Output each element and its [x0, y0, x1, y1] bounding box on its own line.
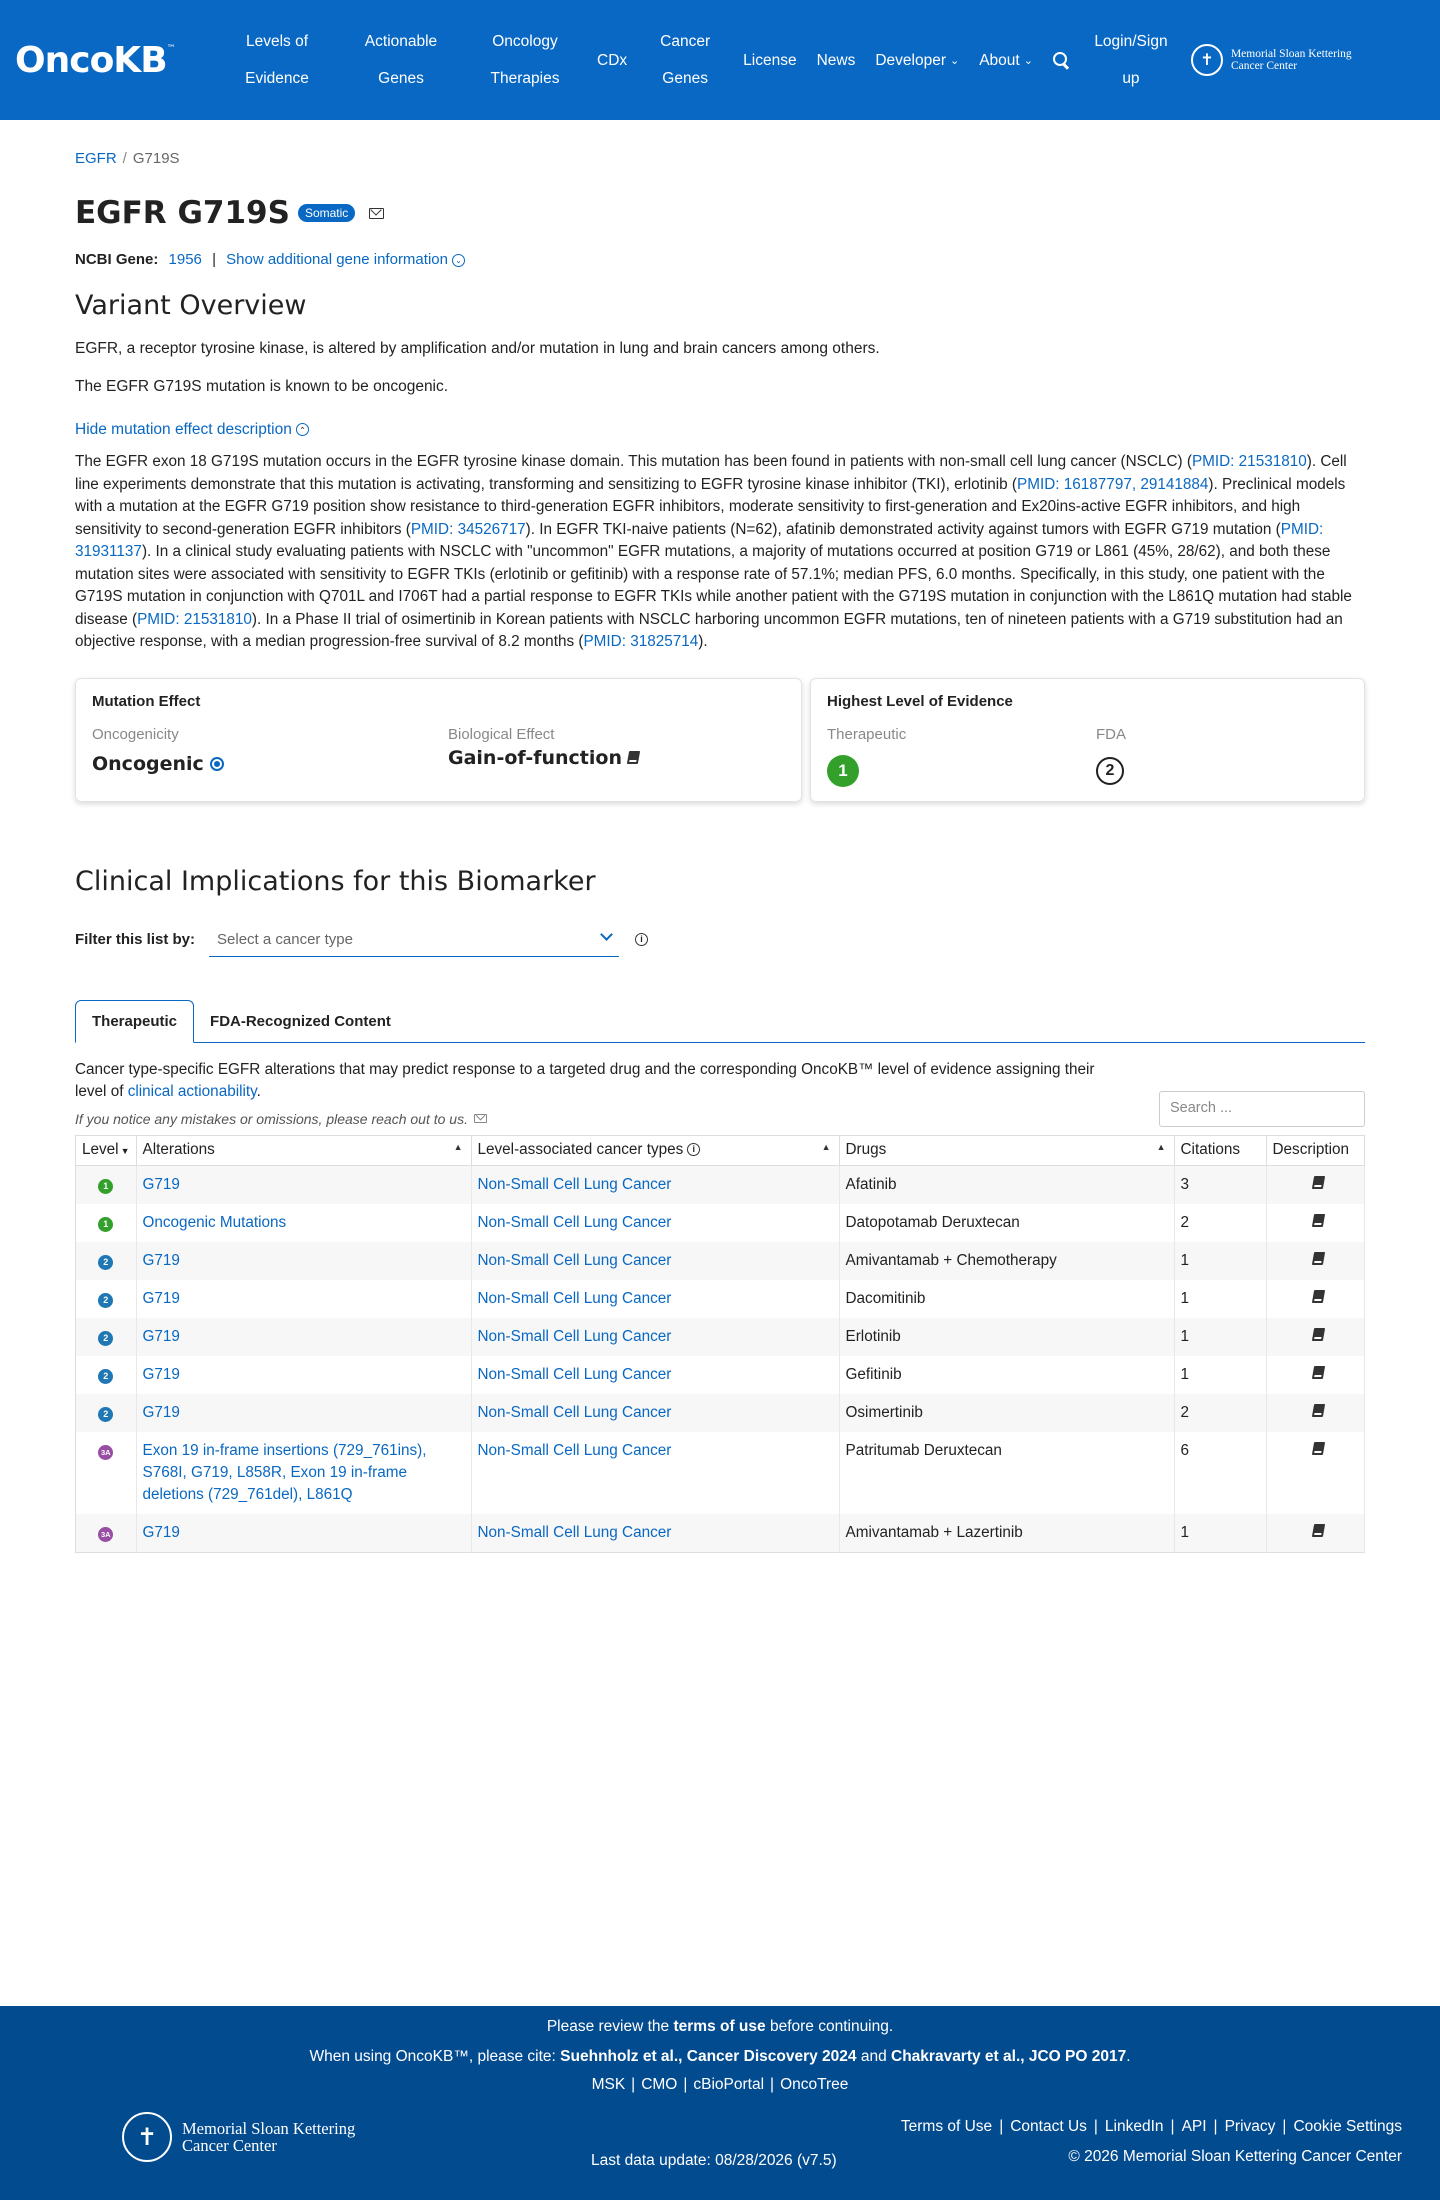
- level-badge-icon[interactable]: 2: [98, 1407, 113, 1422]
- cancer-type-cell: [471, 1242, 839, 1280]
- cancer-type-cell: [471, 1394, 839, 1432]
- level-cell: [76, 1165, 137, 1204]
- sort-icon: ▲: [821, 1141, 831, 1152]
- citations-cell[interactable]: 1: [1174, 1242, 1266, 1280]
- show-gene-info-link[interactable]: [226, 251, 465, 268]
- gene-summary: EGFR, a receptor tyrosine kinase, is altered by amplification and/or mutation in lung and brain cancers among others.: [75, 340, 880, 357]
- footer-cite: [0, 2048, 1440, 2066]
- clinical-implications-heading: Clinical Implications for this Biomarker: [75, 865, 596, 897]
- chevron-down-circle-icon: ⌄: [452, 254, 465, 267]
- nav-label: Levels of: [245, 33, 309, 50]
- notice-text: If you notice any mistakes or omissions, please reach out to us.: [75, 1110, 468, 1127]
- mail-icon[interactable]: [474, 1114, 487, 1123]
- oncogenicity-value: [92, 753, 448, 775]
- show-gene-info-label: Show additional gene information: [226, 251, 448, 268]
- link-separator: |: [631, 2076, 636, 2093]
- chevron-down-icon: [600, 928, 613, 941]
- nav-label: Oncology: [492, 33, 558, 50]
- level-badge-icon[interactable]: 3A: [98, 1445, 113, 1460]
- description-cell: [1266, 1165, 1365, 1204]
- alteration-cell: [136, 1432, 471, 1514]
- gene-info-row: [75, 251, 1365, 268]
- description-cell: [1266, 1514, 1365, 1553]
- filter-label: Filter this list by:: [75, 931, 196, 948]
- col-cancer-types[interactable]: [471, 1135, 839, 1165]
- drug-cell: Gefitinib: [839, 1356, 1174, 1394]
- description-cell: [1266, 1242, 1365, 1280]
- nav-news[interactable]: News: [816, 51, 856, 69]
- table-row: [76, 1432, 1365, 1514]
- cancer-type-cell: [471, 1432, 839, 1514]
- alteration-link[interactable]: Exon 19 in-frame insertions (729_761ins), S768I, G719, L858R, Exon 19 in-frame deletions (729_761del), L861Q: [142, 1441, 427, 1503]
- search-icon[interactable]: [1053, 52, 1069, 68]
- somatic-badge: Somatic: [298, 204, 355, 222]
- link-separator: |: [770, 2076, 775, 2093]
- tab-therapeutic[interactable]: Therapeutic: [75, 1000, 194, 1043]
- cancer-type-link[interactable]: Non-Small Cell Lung Cancer: [477, 1523, 672, 1541]
- breadcrumb: [75, 150, 1365, 167]
- cancer-type-link[interactable]: Non-Small Cell Lung Cancer: [477, 1327, 672, 1345]
- alteration-link[interactable]: G719: [142, 1251, 180, 1269]
- chevron-down-icon: ⌄: [950, 54, 960, 67]
- cancer-type-link[interactable]: Non-Small Cell Lung Cancer: [477, 1365, 672, 1383]
- variant-overview-heading: Variant Overview: [75, 290, 307, 321]
- footer-terms-notice: [0, 2018, 1440, 2036]
- alteration-link[interactable]: G719: [142, 1289, 180, 1307]
- biological-effect-label: Biological Effect: [448, 725, 555, 743]
- footer-link[interactable]: Contact Us: [1010, 2118, 1087, 2135]
- description-cell: [1266, 1280, 1365, 1318]
- oncogenicity-column: [92, 726, 448, 775]
- citation-link[interactable]: Chakravarty et al., JCO PO 2017: [891, 2048, 1127, 2065]
- table-row: [76, 1242, 1365, 1280]
- drug-cell: Patritumab Deruxtecan: [839, 1432, 1174, 1514]
- tab-description: [75, 1059, 1105, 1103]
- col-label: Level: [82, 1141, 119, 1158]
- alteration-cell: [136, 1242, 471, 1280]
- alteration-cell: [136, 1280, 471, 1318]
- citations-cell[interactable]: 3: [1174, 1165, 1266, 1204]
- footer-links-top: [0, 2076, 1440, 2094]
- footer-link[interactable]: Terms of Use: [900, 2118, 993, 2135]
- drug-cell: Osimertinib: [839, 1394, 1174, 1432]
- nav-label: Therapies: [490, 70, 560, 87]
- table-row: [76, 1514, 1365, 1553]
- desc-text: ). In a clinical study evaluating patients with NSCLC with "uncommon" EGFR mutations, a majority of mutations occurred at position G719 or L861 (45%, 28/62), and both these mutation sites were associated with sensitivity to EGFR TKIs (erlotinib or gefitinib) with a response rate of 57.1%; median PFS, 6.0 months. Specifically, in this study, one patient with the G719S mutation in conjunction with Q701L and I706T had a partial response to EGFR TKIs while another patient with the G719S mutation in conjunction with the L861Q mutation had stable disease (: [75, 543, 1352, 628]
- copyright: © 2026 Memorial Sloan Kettering Cancer Center: [1068, 2148, 1402, 2165]
- alteration-cell: [136, 1165, 471, 1204]
- msk-emblem-icon: ✝: [122, 2112, 172, 2162]
- alteration-link[interactable]: G719: [142, 1523, 180, 1541]
- cancer-type-cell: [471, 1356, 839, 1394]
- desc-text: The EGFR exon 18 G719S mutation occurs in the EGFR tyrosine kinase domain. This mutation has been found in patients with non-small cell lung cancer (NSCLC) (: [75, 453, 1192, 470]
- nav-label: Developer: [875, 51, 946, 69]
- footer-link[interactable]: cBioPortal: [693, 2076, 765, 2093]
- biological-effect-column: [448, 726, 639, 775]
- link-separator: |: [999, 2118, 1004, 2135]
- col-citations[interactable]: Citations: [1174, 1135, 1266, 1165]
- book-icon[interactable]: [1312, 1328, 1325, 1341]
- msk-logo-line: Memorial Sloan Kettering: [182, 2119, 356, 2138]
- footer-text: .: [1126, 2048, 1131, 2065]
- tab-desc-text: Cancer type-specific EGFR alterations that may predict response to a targeted drug and the corresponding OncoKB™ level of evidence assigning their level of: [75, 1060, 1095, 1100]
- level-badge-icon[interactable]: 2: [98, 1369, 113, 1384]
- level-badge-icon[interactable]: 1: [98, 1179, 113, 1194]
- desc-text: ). In a Phase II trial of osimertinib in Korean patients with NSCLC harboring uncommon EGFR mutations, ten of nineteen patients with a G719 substitution had an objective response, with a median progression-free survival of 8.2 months (: [75, 610, 1343, 650]
- pmid-link[interactable]: PMID: 16187797, 29141884: [1017, 475, 1209, 493]
- alteration-link[interactable]: G719: [142, 1365, 180, 1383]
- book-icon[interactable]: [1312, 1524, 1325, 1537]
- cancer-type-link[interactable]: Non-Small Cell Lung Cancer: [477, 1441, 672, 1459]
- level-cell: [76, 1394, 137, 1432]
- biological-effect-value: [448, 747, 639, 769]
- alteration-cell: [136, 1356, 471, 1394]
- info-icon[interactable]: i: [687, 1143, 700, 1156]
- page-title-row: [75, 195, 1365, 231]
- hide-description-label: Hide mutation effect description: [75, 421, 292, 438]
- nav-license[interactable]: License: [743, 51, 797, 69]
- alteration-link[interactable]: G719: [142, 1327, 180, 1345]
- therapeutic-label: Therapeutic: [827, 725, 907, 743]
- cancer-type-link[interactable]: Non-Small Cell Lung Cancer: [477, 1403, 672, 1421]
- fda-label: FDA: [1096, 725, 1126, 743]
- separator: |: [212, 251, 216, 268]
- footer-links-row: [901, 2118, 1402, 2136]
- link-separator: |: [1213, 2118, 1218, 2135]
- level-cell: [76, 1242, 137, 1280]
- level-cell: [76, 1356, 137, 1394]
- main-content: [0, 150, 1440, 1553]
- therapeutic-table: [75, 1135, 1365, 1553]
- footer-text: and: [856, 2048, 892, 2065]
- desc-text: ). In EGFR TKI-naive patients (N=62), afatinib demonstrated activity against tumors with EGFR G719 mutation (: [525, 520, 1281, 538]
- table-body: [76, 1165, 1365, 1552]
- nav-oncology-therapies[interactable]: [463, 23, 587, 97]
- table-row: [76, 1394, 1365, 1432]
- col-description: Description: [1266, 1135, 1365, 1165]
- nav-about[interactable]: [969, 42, 1043, 79]
- msk-logo[interactable]: [1191, 44, 1352, 76]
- oncogenicity-label: Oncogenicity: [92, 725, 179, 743]
- msk-logo-line: Cancer Center: [182, 2136, 277, 2155]
- description-cell: [1266, 1356, 1365, 1394]
- sort-icon: ▲: [453, 1141, 463, 1152]
- col-label: Drugs: [845, 1141, 887, 1158]
- oncogenic-indicator-icon[interactable]: [210, 757, 224, 771]
- nav-label: Genes: [378, 70, 424, 87]
- drug-cell: Amivantamab + Chemotherapy: [839, 1242, 1174, 1280]
- footer-link[interactable]: MSK: [591, 2076, 626, 2093]
- level-badge-icon[interactable]: 2: [98, 1293, 113, 1308]
- level-badge-icon[interactable]: 2: [98, 1331, 113, 1346]
- alteration-link[interactable]: G719: [142, 1175, 180, 1193]
- pmid-link[interactable]: PMID: 31825714: [583, 633, 699, 650]
- cancer-type-link[interactable]: Non-Small Cell Lung Cancer: [477, 1175, 672, 1193]
- cancer-type-cell: [471, 1165, 839, 1204]
- table-row: [76, 1356, 1365, 1394]
- fda-column: [1096, 726, 1126, 787]
- alteration-cell: [136, 1204, 471, 1242]
- footer-link[interactable]: CMO: [641, 2076, 678, 2093]
- nav-cdx[interactable]: CDx: [597, 51, 628, 69]
- filter-row: [75, 923, 1365, 957]
- breadcrumb-gene-link[interactable]: EGFR: [75, 150, 117, 167]
- summary-cards: [75, 678, 1365, 802]
- col-drugs[interactable]: [839, 1135, 1174, 1165]
- nav-label: up: [1122, 70, 1140, 87]
- msk-footer-logo[interactable]: [122, 2112, 355, 2162]
- tab-desc-text: .: [256, 1082, 261, 1100]
- ncbi-gene-link[interactable]: 1956: [168, 251, 202, 268]
- link-separator: |: [1282, 2118, 1287, 2135]
- alteration-link[interactable]: G719: [142, 1403, 180, 1421]
- feedback-notice: [75, 1111, 487, 1127]
- fda-level-2-icon[interactable]: 2: [1096, 757, 1124, 785]
- level-cell: [76, 1280, 137, 1318]
- level-badge-icon[interactable]: 1: [98, 1217, 113, 1232]
- logo-text: OncoKB: [15, 39, 167, 81]
- desc-text: ).: [698, 633, 708, 650]
- level-cell: [76, 1318, 137, 1356]
- mutation-effect-description: [75, 451, 1365, 654]
- oncokb-logo[interactable]: [15, 40, 215, 81]
- footer-text: before continuing.: [765, 2018, 894, 2035]
- drug-cell: Datopotamab Deruxtecan: [839, 1204, 1174, 1242]
- citations-cell[interactable]: 2: [1174, 1204, 1266, 1242]
- table-row: [76, 1204, 1365, 1242]
- nav-label: Cancer: [660, 33, 711, 50]
- alteration-link[interactable]: Oncogenic Mutations: [142, 1213, 287, 1231]
- alteration-cell: [136, 1318, 471, 1356]
- main-nav: [215, 0, 1425, 120]
- citations-cell[interactable]: 2: [1174, 1394, 1266, 1432]
- nav-label: Login/Sign: [1094, 33, 1168, 50]
- cancer-type-cell: [471, 1514, 839, 1553]
- pmid-link[interactable]: PMID: 21531810: [1191, 453, 1307, 470]
- sort-icon: ▲: [1156, 1141, 1166, 1152]
- book-icon[interactable]: [1312, 1404, 1325, 1417]
- book-icon[interactable]: [1312, 1176, 1325, 1189]
- mail-icon[interactable]: [369, 208, 384, 219]
- level-1-icon[interactable]: 1: [827, 755, 859, 787]
- drug-cell: Afatinib: [839, 1165, 1174, 1204]
- link-separator: |: [1093, 2118, 1098, 2135]
- book-icon[interactable]: [1312, 1214, 1325, 1227]
- book-icon[interactable]: [1312, 1442, 1325, 1455]
- footer-link[interactable]: Privacy: [1224, 2118, 1276, 2135]
- level-cell: [76, 1432, 137, 1514]
- chevron-down-icon: ⌄: [1023, 54, 1033, 67]
- drug-cell: Erlotinib: [839, 1318, 1174, 1356]
- cancer-type-link[interactable]: Non-Small Cell Lung Cancer: [477, 1289, 672, 1307]
- cancer-type-link[interactable]: Non-Small Cell Lung Cancer: [477, 1213, 672, 1231]
- description-cell: [1266, 1204, 1365, 1242]
- card-heading: Highest Level of Evidence: [827, 692, 1013, 710]
- level-badge-icon[interactable]: 2: [98, 1255, 113, 1270]
- citations-cell[interactable]: 1: [1174, 1280, 1266, 1318]
- pmid-link[interactable]: PMID: 34526717: [410, 520, 526, 538]
- logo-tm: ™: [166, 43, 175, 54]
- alteration-cell: [136, 1394, 471, 1432]
- clinical-actionability-link[interactable]: clinical actionability: [127, 1082, 257, 1100]
- citations-cell[interactable]: 1: [1174, 1318, 1266, 1356]
- drug-cell: Dacomitinib: [839, 1280, 1174, 1318]
- last-data-update: Last data update: 08/28/2026 (v7.5): [591, 2152, 837, 2169]
- nav-label: Genes: [662, 70, 708, 87]
- card-columns: [827, 726, 1348, 787]
- book-icon[interactable]: [1312, 1366, 1325, 1379]
- nav-label: About: [979, 51, 1020, 69]
- top-navbar: [0, 0, 1440, 120]
- breadcrumb-separator: /: [122, 150, 127, 167]
- pmid-link[interactable]: PMID: 21531810: [137, 610, 252, 628]
- cancer-type-cell: [471, 1318, 839, 1356]
- footer-link[interactable]: API: [1181, 2118, 1207, 2135]
- footer-text: Please review the: [546, 2018, 674, 2035]
- footer: [0, 2006, 1440, 2200]
- desc-text: ). Preclinical models with a mutation at the EGFR G719 position show resistance to third-generation EGFR inhibitors, moderate sensitivity to first-generation and Ex20ins-active EGFR inhibitors, and high sensitivity to second-generation EGFR inhibitors (: [75, 475, 1346, 538]
- col-alterations[interactable]: [136, 1135, 471, 1165]
- alteration-cell: [136, 1514, 471, 1553]
- cancer-type-link[interactable]: Non-Small Cell Lung Cancer: [477, 1251, 672, 1269]
- citations-cell[interactable]: 1: [1174, 1514, 1266, 1553]
- hide-description-link[interactable]: [75, 421, 1365, 439]
- nav-label: Actionable: [364, 33, 438, 50]
- link-separator: |: [1170, 2118, 1175, 2135]
- table-row: [76, 1165, 1365, 1204]
- tab-fda-recognized[interactable]: FDA-Recognized Content: [210, 1012, 391, 1030]
- footer-links-right: [901, 2118, 1402, 2166]
- citation-link[interactable]: Suehnholz et al., Cancer Discovery 2024: [560, 2048, 857, 2065]
- col-label: Alterations: [142, 1141, 215, 1158]
- book-icon[interactable]: [1312, 1252, 1325, 1265]
- nav-developer[interactable]: [865, 42, 969, 79]
- table-row: [76, 1318, 1365, 1356]
- description-cell: [1266, 1432, 1365, 1514]
- card-heading: Mutation Effect: [92, 692, 201, 710]
- nav-cancer-genes[interactable]: [637, 23, 733, 97]
- drug-cell: Amivantamab + Lazertinib: [839, 1514, 1174, 1553]
- msk-emblem-icon: ✝: [1191, 44, 1223, 76]
- book-icon[interactable]: [627, 751, 640, 764]
- nav-levels-of-evidence[interactable]: [215, 23, 339, 97]
- col-label: Level-associated cancer types: [477, 1141, 684, 1158]
- footer-link[interactable]: OncoTree: [780, 2076, 849, 2093]
- footer-link[interactable]: LinkedIn: [1104, 2118, 1164, 2135]
- footer-link[interactable]: Cookie Settings: [1293, 2118, 1402, 2135]
- level-cell: [76, 1204, 137, 1242]
- col-level[interactable]: [76, 1135, 137, 1165]
- table-header-row: [76, 1135, 1365, 1165]
- footer-text: When using OncoKB™, please cite:: [309, 2048, 561, 2065]
- therapeutic-column: [827, 726, 1096, 787]
- level-badge-icon[interactable]: 3A: [98, 1527, 113, 1542]
- cancer-type-select[interactable]: [209, 923, 619, 957]
- cancer-type-cell: [471, 1204, 839, 1242]
- msk-logo-text: [1231, 48, 1352, 72]
- description-cell: [1266, 1318, 1365, 1356]
- citations-cell[interactable]: 1: [1174, 1356, 1266, 1394]
- desc-text: ). Cell line experiments demonstrate that this mutation is activating, transforming and sensitizing to EGFR tyrosine kinase inhibitor (TKI), erlotinib (: [75, 453, 1347, 493]
- sort-desc-icon: ▼: [120, 1146, 130, 1156]
- pmid-link[interactable]: PMID: 31931137: [75, 520, 1324, 560]
- description-cell: [1266, 1394, 1365, 1432]
- info-icon[interactable]: i: [635, 933, 648, 946]
- msk-logo-line: Cancer Center: [1230, 60, 1298, 72]
- oncogenicity-text: Oncogenic: [92, 752, 204, 775]
- level-cell: [76, 1514, 137, 1553]
- terms-link[interactable]: terms of use: [673, 2018, 766, 2035]
- table-row: [76, 1280, 1365, 1318]
- biological-effect-text: Gain-of-function: [448, 746, 622, 769]
- cancer-type-cell: [471, 1280, 839, 1318]
- msk-logo-line: Memorial Sloan Kettering: [1230, 48, 1352, 60]
- nav-actionable-genes[interactable]: [339, 23, 463, 97]
- breadcrumb-current: G719S: [132, 150, 180, 167]
- table-search-input[interactable]: Search ...: [1159, 1091, 1365, 1127]
- link-separator: |: [683, 2076, 688, 2093]
- mutation-effect-card: [75, 678, 802, 802]
- citations-cell[interactable]: 6: [1174, 1432, 1266, 1514]
- card-columns: [92, 726, 785, 775]
- ncbi-gene-label: NCBI Gene:: [75, 251, 159, 268]
- nav-login[interactable]: [1083, 23, 1179, 97]
- nav-label: Evidence: [245, 70, 309, 87]
- oncogenic-summary: The EGFR G719S mutation is known to be oncogenic.: [75, 378, 449, 395]
- msk-logo-text: [182, 2120, 355, 2154]
- notice-row: [75, 1099, 1365, 1127]
- implication-tabs: [75, 995, 1365, 1043]
- select-placeholder: Select a cancer type: [217, 930, 353, 948]
- chevron-up-circle-icon: ⌄: [296, 423, 309, 436]
- highest-level-card: [810, 678, 1365, 802]
- book-icon[interactable]: [1312, 1290, 1325, 1303]
- page-title: EGFR G719S: [75, 195, 290, 231]
